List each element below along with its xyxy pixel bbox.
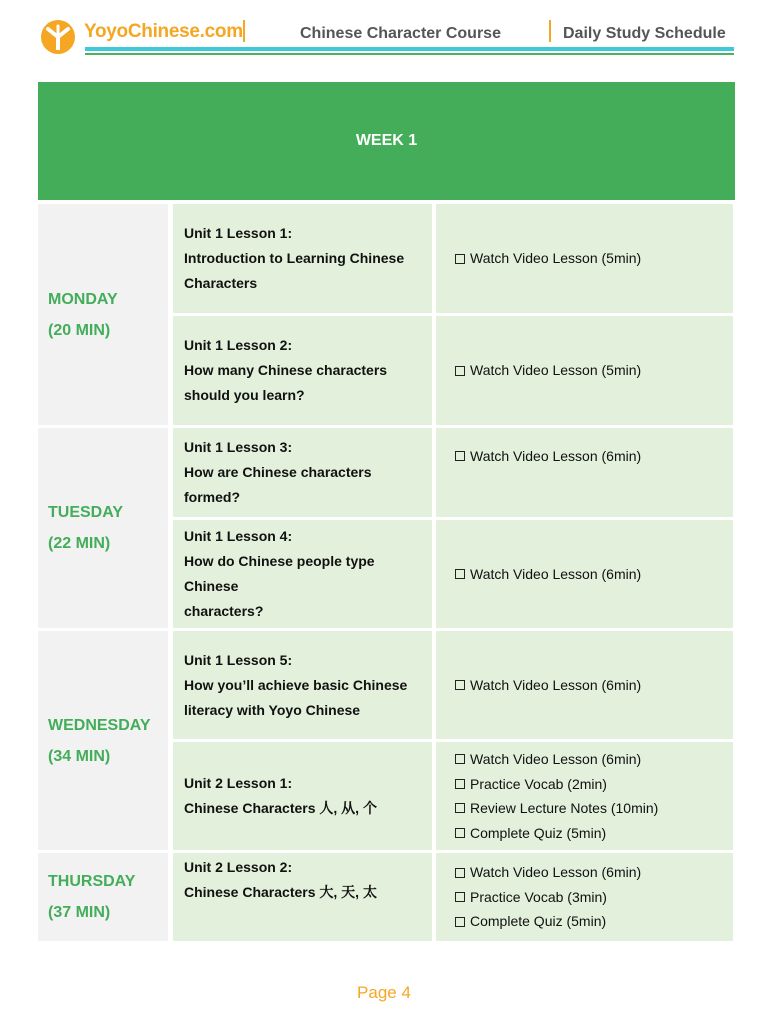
day-duration: (22 MIN) (48, 535, 111, 552)
task-label: Watch Video Lesson (5min) (470, 250, 642, 267)
checkbox-icon[interactable] (455, 803, 465, 813)
checkbox-icon[interactable] (455, 366, 465, 376)
yoyo-logo-icon (40, 18, 76, 56)
task-label: Practice Vocab (3min) (470, 888, 607, 905)
task-item[interactable] (455, 909, 733, 934)
lesson-title-line: Introduction to Learning Chinese (184, 250, 405, 266)
lesson-title-line: Chinese Characters 人, 从, 个 (184, 800, 377, 816)
lesson-cell (173, 631, 432, 739)
lesson-title-line: How do Chinese people type Chinese (184, 553, 375, 594)
task-label: Complete Quiz (5min) (470, 824, 607, 841)
task-item[interactable] (455, 444, 733, 469)
task-label: Complete Quiz (5min) (470, 913, 607, 930)
task-cell (436, 631, 733, 739)
checkbox-icon[interactable] (455, 868, 465, 878)
day-name: WEDNESDAY (48, 716, 151, 734)
task-cell (436, 853, 733, 941)
task-label: Watch Video Lesson (6min) (470, 448, 642, 464)
lesson-cell (173, 204, 432, 313)
lesson-title-line: Chinese Characters 大, 天, 太 (184, 884, 377, 900)
task-cell (436, 428, 733, 517)
day-cell-thursday (38, 853, 168, 941)
task-item[interactable] (455, 358, 733, 383)
brand-name: YoyoChinese.com (84, 21, 243, 42)
lesson-cell (173, 316, 432, 425)
day-cell-tuesday (38, 428, 168, 628)
task-label: Watch Video Lesson (6min) (470, 864, 642, 881)
task-label: Watch Video Lesson (6min) (470, 676, 642, 693)
task-item[interactable] (455, 673, 733, 698)
schedule-title: Daily Study Schedule (563, 25, 726, 42)
task-label: Practice Vocab (2min) (470, 775, 607, 792)
task-item[interactable] (455, 796, 733, 821)
task-label: Review Lecture Notes (10min) (470, 800, 659, 816)
task-label: Watch Video Lesson (6min) (470, 751, 642, 767)
task-cell (436, 742, 733, 850)
checkbox-icon[interactable] (455, 917, 465, 927)
lesson-unit: Unit 2 Lesson 2: (184, 859, 293, 875)
task-item[interactable] (455, 885, 733, 910)
lesson-cell (173, 853, 432, 941)
checkbox-icon[interactable] (455, 779, 465, 789)
page-header (0, 0, 768, 62)
lesson-title-line: How many Chinese characters (184, 362, 388, 378)
day-name: TUESDAY (48, 504, 123, 521)
day-duration: (34 MIN) (48, 747, 111, 765)
task-item[interactable] (455, 860, 733, 885)
page-number: Page 4 (357, 983, 411, 1002)
day-duration: (20 MIN) (48, 321, 111, 339)
lesson-unit: Unit 1 Lesson 3: (184, 439, 293, 455)
header-divider (243, 20, 245, 42)
task-item[interactable] (455, 772, 733, 797)
lesson-unit: Unit 2 Lesson 1: (184, 775, 293, 791)
lesson-cell (173, 742, 432, 850)
task-item[interactable] (455, 747, 733, 772)
lesson-unit: Unit 1 Lesson 2: (184, 337, 293, 353)
lesson-title-line: should you learn? (184, 387, 305, 403)
checkbox-icon[interactable] (455, 569, 465, 579)
lesson-title-line: characters? (184, 603, 264, 619)
lesson-title-line: literacy with Yoyo Chinese (184, 701, 361, 718)
task-label: Watch Video Lesson (5min) (470, 362, 642, 379)
lesson-unit: Unit 1 Lesson 4: (184, 528, 293, 544)
lesson-title-line: How are Chinese characters formed? (184, 464, 372, 505)
task-label: Watch Video Lesson (6min) (470, 565, 642, 582)
checkbox-icon[interactable] (455, 828, 465, 838)
task-cell (436, 316, 733, 425)
day-cell-monday (38, 204, 168, 425)
lesson-cell (173, 428, 432, 517)
day-duration: (37 MIN) (48, 904, 111, 921)
checkbox-icon[interactable] (455, 892, 465, 902)
checkbox-icon[interactable] (455, 680, 465, 690)
task-item[interactable] (455, 246, 733, 271)
lesson-cell (173, 520, 432, 628)
week-label: WEEK 1 (355, 132, 418, 149)
day-name: THURSDAY (48, 873, 136, 890)
checkbox-icon[interactable] (455, 254, 465, 264)
lesson-title-line: How you’ll achieve basic Chinese (184, 676, 408, 693)
checkbox-icon[interactable] (455, 451, 465, 461)
day-cell-wednesday (38, 631, 168, 850)
task-item[interactable] (455, 562, 733, 587)
task-cell (436, 204, 733, 313)
course-title: Chinese Character Course (300, 25, 501, 42)
checkbox-icon[interactable] (455, 754, 465, 764)
header-rule-teal (85, 47, 734, 51)
lesson-unit: Unit 1 Lesson 5: (184, 651, 293, 668)
header-rule-green (85, 53, 734, 55)
lesson-unit: Unit 1 Lesson 1: (184, 225, 293, 241)
task-cell (436, 520, 733, 628)
header-divider (549, 20, 551, 42)
task-item[interactable] (455, 821, 733, 846)
lesson-title-line: Characters (184, 275, 258, 291)
day-name: MONDAY (48, 290, 118, 308)
week-banner (38, 82, 735, 200)
